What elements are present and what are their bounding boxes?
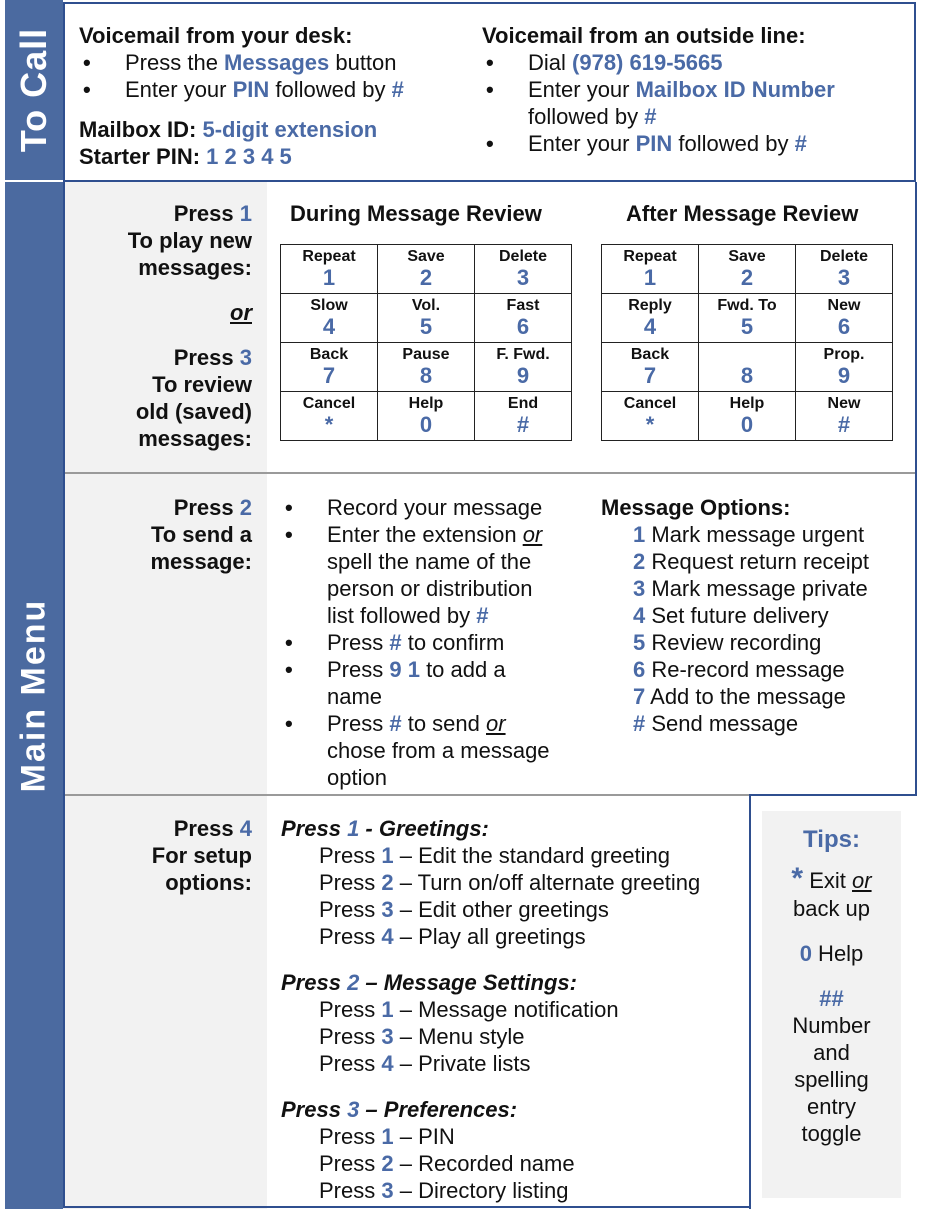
outside-step-3: • Enter your PIN followed by # xyxy=(482,130,902,157)
message-option: 5 Review recording xyxy=(633,630,822,655)
review-old-line-1: To review xyxy=(152,372,252,397)
key-label: Prop. xyxy=(823,346,865,363)
during-key-2 xyxy=(378,245,475,294)
key-digit: 2 xyxy=(419,265,433,290)
key-digit: # xyxy=(837,412,851,437)
key-label: Delete xyxy=(819,248,869,265)
during-row xyxy=(281,245,572,294)
outside-step-1: • Dial (978) 619-5665 xyxy=(482,49,902,76)
desk-section xyxy=(79,22,479,170)
during-key-5 xyxy=(378,294,475,343)
main-menu-tab-label: Main Menu xyxy=(14,598,53,793)
key-digit: 5 xyxy=(740,314,754,339)
press-4-label: Press 4 xyxy=(173,816,252,841)
after-key-6 xyxy=(796,294,893,343)
mailbox-id-line: Mailbox ID: 5-digit extension xyxy=(79,117,378,142)
setup-right-border xyxy=(749,794,751,1209)
message-options xyxy=(601,494,911,737)
review-old-line-3: messages: xyxy=(138,426,252,451)
divider-1 xyxy=(65,472,915,474)
key-label: Fwd. To xyxy=(717,297,777,314)
after-row xyxy=(602,392,893,441)
during-key-7 xyxy=(281,343,378,392)
key-digit: 2 xyxy=(740,265,754,290)
after-key-hash xyxy=(796,392,893,441)
main-left-border xyxy=(63,182,65,1208)
during-row xyxy=(281,392,572,441)
during-key-hash xyxy=(475,392,572,441)
after-key-8 xyxy=(699,343,796,392)
send-line-2: message: xyxy=(150,549,252,574)
tips-title: Tips: xyxy=(803,826,860,853)
greeting-option: Press 1 – Edit the standard greeting xyxy=(319,843,671,868)
key-digit: 0 xyxy=(419,412,433,437)
preference-option: Press 1 – PIN xyxy=(319,1124,455,1149)
key-digit: 4 xyxy=(322,314,336,339)
divider-2 xyxy=(65,794,749,796)
send-line-1: To send a xyxy=(150,522,252,547)
key-label: New xyxy=(827,297,861,314)
to-call-tab-label: To Call xyxy=(13,27,54,153)
desk-step-2: • Enter your PIN followed by # xyxy=(79,76,479,103)
after-review-title: After Message Review xyxy=(626,201,859,226)
during-key-4 xyxy=(281,294,378,343)
main-step-border xyxy=(749,794,917,796)
key-label: Repeat xyxy=(302,248,356,265)
key-label: Fast xyxy=(506,297,540,314)
key-digit: # xyxy=(516,412,530,437)
setup-line-2: options: xyxy=(165,870,252,895)
key-label: Cancel xyxy=(302,395,356,412)
key-digit: 5 xyxy=(419,314,433,339)
key-label: Save xyxy=(407,248,445,265)
send-step-2: • Enter the extension or spell the name of the person or distribution list followed by # xyxy=(281,521,591,629)
greeting-option: Press 4 – Play all greetings xyxy=(319,924,586,949)
preference-option: Press 3 – Directory listing xyxy=(319,1178,569,1203)
during-key-9 xyxy=(475,343,572,392)
message-settings-heading: Press 2 – Message Settings: xyxy=(281,970,577,995)
key-digit: 1 xyxy=(643,265,657,290)
after-row xyxy=(602,343,893,392)
review-old-line-2: old (saved) xyxy=(135,399,252,424)
message-option: # Send message xyxy=(633,711,799,736)
key-label: Reply xyxy=(628,297,672,314)
during-key-3 xyxy=(475,245,572,294)
key-label xyxy=(699,343,795,364)
after-key-2 xyxy=(699,245,796,294)
key-digit: 8 xyxy=(419,363,433,388)
press-1-label: Press 1 xyxy=(173,201,252,226)
key-label: Pause xyxy=(402,346,450,363)
send-step-4: • Press 9 1 to add a name xyxy=(281,656,591,710)
main-right-border xyxy=(915,182,917,796)
during-key-1 xyxy=(281,245,378,294)
message-option: 6 Re-record message xyxy=(633,657,845,682)
outside-step-2: • Enter your Mailbox ID Number followed by # xyxy=(482,76,902,130)
message-setting-option: Press 1 – Message notification xyxy=(319,997,619,1022)
key-label: New xyxy=(827,395,861,412)
key-label: End xyxy=(507,395,539,412)
setup-options xyxy=(281,815,746,1204)
key-label: Delete xyxy=(498,248,548,265)
message-setting-option: Press 4 – Private lists xyxy=(319,1051,531,1076)
main-bottom-border xyxy=(63,1206,751,1208)
key-label: Back xyxy=(309,346,349,363)
key-label: Back xyxy=(630,346,670,363)
setup-line-1: For setup xyxy=(151,843,252,868)
during-key-6 xyxy=(475,294,572,343)
after-row xyxy=(602,294,893,343)
message-setting-option: Press 3 – Menu style xyxy=(319,1024,525,1049)
send-step-5: • Press # to send or chose from a message option xyxy=(281,710,591,791)
starter-pin-line: Starter PIN: 1 2 3 4 5 xyxy=(79,144,292,169)
key-label: Cancel xyxy=(623,395,677,412)
during-review-keypad xyxy=(280,244,572,441)
key-label: Help xyxy=(408,395,444,412)
message-options-title: Message Options: xyxy=(601,495,791,520)
during-key-8 xyxy=(378,343,475,392)
during-key-0 xyxy=(378,392,475,441)
play-new-line-2: messages: xyxy=(138,255,252,280)
after-review-keypad xyxy=(601,244,893,441)
press-3-label: Press 3 xyxy=(173,345,252,370)
outside-section xyxy=(482,22,902,157)
press-2-label: Press 2 xyxy=(173,495,252,520)
key-digit: 9 xyxy=(516,363,530,388)
key-label: Vol. xyxy=(411,297,441,314)
key-digit: 7 xyxy=(643,363,657,388)
during-key-star xyxy=(281,392,378,441)
key-label: F. Fwd. xyxy=(496,346,550,363)
message-option: 7 Add to the message xyxy=(633,684,846,709)
after-key-3 xyxy=(796,245,893,294)
greeting-option: Press 3 – Edit other greetings xyxy=(319,897,609,922)
key-label: Repeat xyxy=(623,248,677,265)
during-review-title: During Message Review xyxy=(290,201,542,226)
or-separator: or xyxy=(230,300,252,325)
greeting-option: Press 2 – Turn on/off alternate greeting xyxy=(319,870,701,895)
key-label: Help xyxy=(729,395,765,412)
key-digit: * xyxy=(645,412,655,437)
to-call-tab xyxy=(5,0,63,180)
message-option: 1 Mark message urgent xyxy=(633,522,865,547)
during-row xyxy=(281,343,572,392)
tips-box xyxy=(762,811,901,1198)
key-digit: 0 xyxy=(740,412,754,437)
after-row xyxy=(602,245,893,294)
setup-label xyxy=(70,815,252,896)
key-digit: * xyxy=(324,412,334,437)
key-digit: 1 xyxy=(322,265,336,290)
send-step-3: • Press # to confirm xyxy=(281,629,591,656)
key-digit: 7 xyxy=(322,363,336,388)
key-digit: 3 xyxy=(516,265,530,290)
key-label: Save xyxy=(728,248,766,265)
key-digit: 4 xyxy=(643,314,657,339)
message-option: 3 Mark message private xyxy=(633,576,868,601)
key-digit: 9 xyxy=(837,363,851,388)
after-key-7 xyxy=(602,343,699,392)
after-key-4 xyxy=(602,294,699,343)
desk-step-1: • Press the Messages button xyxy=(79,49,479,76)
tip-help: 0 Help xyxy=(799,941,864,966)
play-new-line-1: To play new xyxy=(127,228,252,253)
preference-option: Press 2 – Recorded name xyxy=(319,1151,575,1176)
key-digit: 3 xyxy=(837,265,851,290)
after-key-star xyxy=(602,392,699,441)
after-key-0 xyxy=(699,392,796,441)
after-key-9 xyxy=(796,343,893,392)
tip-toggle: ## Number and spelling entry toggle xyxy=(792,986,871,1146)
key-label: Slow xyxy=(310,297,348,314)
tip-exit: * Exit or back up xyxy=(791,862,872,921)
review-labels xyxy=(70,200,252,452)
greetings-heading: Press 1 - Greetings: xyxy=(281,816,489,841)
key-digit: 6 xyxy=(516,314,530,339)
key-digit: 6 xyxy=(837,314,851,339)
send-label xyxy=(70,494,252,575)
after-key-1 xyxy=(602,245,699,294)
send-steps xyxy=(281,494,591,791)
message-option: 4 Set future delivery xyxy=(633,603,829,628)
after-key-5 xyxy=(699,294,796,343)
send-step-1: • Record your message xyxy=(281,494,591,521)
outside-title: Voicemail from an outside line: xyxy=(482,23,806,48)
key-digit: 8 xyxy=(740,363,754,388)
during-row xyxy=(281,294,572,343)
main-menu-tab xyxy=(5,182,63,1209)
message-option: 2 Request return receipt xyxy=(633,549,870,574)
preferences-heading: Press 3 – Preferences: xyxy=(281,1097,518,1122)
desk-title: Voicemail from your desk: xyxy=(79,23,353,48)
